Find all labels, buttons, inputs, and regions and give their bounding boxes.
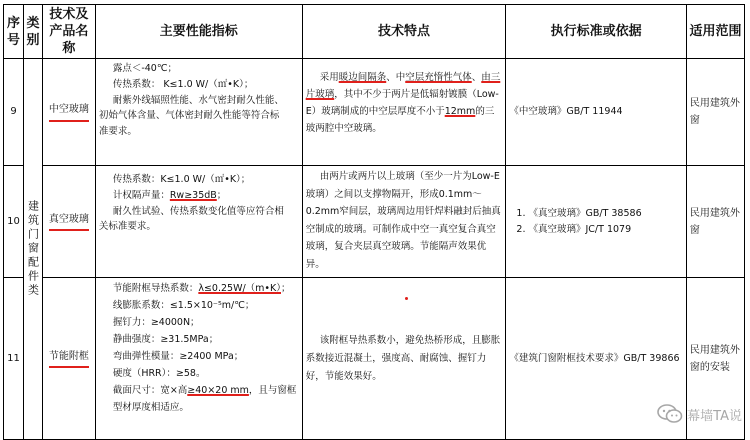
perf-line: 初始气体含量、气体密封耐久性能等符合标 bbox=[98, 110, 280, 122]
perf-cell bbox=[95, 166, 302, 278]
header-feature: 技术特点 bbox=[302, 5, 506, 59]
watermark-text: 幕墙TA说 bbox=[687, 408, 742, 424]
watermark bbox=[657, 404, 742, 424]
perf-line: 准要求。 bbox=[98, 126, 137, 138]
feature-highlight: 由三片玻璃 bbox=[305, 72, 501, 100]
feature-highlight: 12mm bbox=[444, 106, 476, 117]
product-name-label: 真空玻璃 bbox=[49, 212, 89, 232]
perf-line: 静曲强度：≥31.5MPa； bbox=[112, 334, 219, 345]
wechat-icon bbox=[657, 404, 683, 424]
feature-cell bbox=[302, 59, 506, 166]
product-name bbox=[43, 59, 96, 166]
feature-text: 该附框导热系数小，避免热桥形成，且膨胀系数接近混凝土，强度高、耐腐蚀、握钉力好，节能效果好。 bbox=[305, 334, 501, 382]
perf-line bbox=[99, 188, 299, 204]
scope-cell: 民用建筑外窗的安装 bbox=[686, 278, 744, 440]
category-cell: 建筑门窗配件类 bbox=[24, 59, 43, 440]
feature-text: 、 bbox=[471, 72, 482, 83]
row-number: 11 bbox=[4, 278, 24, 440]
standard-line: 2. 《真空玻璃》JC/T 1079 bbox=[516, 223, 632, 235]
perf-cell bbox=[95, 59, 302, 166]
perf-line bbox=[99, 382, 299, 399]
feature-text: ，其中不少于两片是低辐射镀膜（Low-E）玻璃制成的中空层厚度不小于 bbox=[305, 89, 499, 117]
header-perf: 主要性能指标 bbox=[95, 5, 302, 59]
perf-line: 型材厚度相适应。 bbox=[112, 402, 189, 413]
perf-line: 耐紫外线辐照性能、水气密封耐久性能、 bbox=[112, 94, 284, 106]
table-header-row bbox=[4, 5, 745, 59]
feature-highlight: 空层充惰性气体 bbox=[405, 72, 472, 83]
feature-text: 采用 bbox=[319, 72, 339, 83]
perf-highlight: Rw≥35dB bbox=[169, 189, 217, 201]
standard-cell: 《建筑门窗附框技术要求》GB/T 39866 bbox=[506, 278, 687, 440]
product-table bbox=[3, 4, 745, 440]
header-no: 序号 bbox=[4, 5, 24, 59]
perf-text: ，且与窗框 bbox=[248, 385, 297, 396]
feature-highlight: 暖边间隔条 bbox=[338, 72, 387, 83]
standard-cell bbox=[506, 166, 687, 278]
perf-line: 硬度（HRR）：≥58。 bbox=[112, 368, 206, 379]
header-tech: 技术及产品名称 bbox=[43, 5, 96, 59]
scope-cell: 民用建筑外窗 bbox=[686, 59, 744, 166]
perf-text: ； bbox=[216, 189, 227, 201]
perf-line: 线膨胀系数：≤1.5×10⁻⁵m/℃； bbox=[112, 300, 255, 311]
scope-cell: 民用建筑外窗 bbox=[686, 166, 744, 278]
perf-text: ； bbox=[281, 283, 291, 294]
product-name-label: 节能附框 bbox=[49, 349, 89, 369]
perf-line bbox=[99, 280, 299, 297]
product-name-label: 中空玻璃 bbox=[49, 102, 89, 122]
perf-highlight: λ≤0.25W/（m•K） bbox=[198, 283, 281, 294]
perf-line: 露点＜-40℃； bbox=[112, 63, 177, 74]
table-row bbox=[4, 278, 745, 440]
perf-line: 耐久性试验、传热系数变化值等应符合相 bbox=[112, 205, 284, 217]
perf-line: 关标准要求。 bbox=[98, 221, 156, 233]
header-standard: 执行标准或依据 bbox=[506, 5, 687, 59]
perf-line: 弯曲弹性模量：≥2400 MPa； bbox=[112, 351, 244, 362]
perf-text: 计权隔声量： bbox=[112, 189, 170, 201]
feature-cell bbox=[302, 166, 506, 278]
feature-text: 、中 bbox=[386, 72, 406, 83]
standard-cell: 《中空玻璃》GB/T 11944 bbox=[506, 59, 687, 166]
row-number: 10 bbox=[4, 166, 24, 278]
red-dot-mark bbox=[405, 297, 408, 300]
product-name bbox=[43, 166, 96, 278]
perf-highlight: ≥40×20 mm bbox=[187, 385, 249, 396]
perf-line: 握钉力：≥4000N； bbox=[112, 317, 200, 328]
perf-line: 传热系数：K≤1.0 W/（㎡•K）； bbox=[112, 174, 251, 185]
perf-text: 节能附框导热系数： bbox=[112, 283, 199, 294]
perf-cell bbox=[95, 278, 302, 440]
table-row bbox=[4, 59, 745, 166]
table-row bbox=[4, 166, 745, 278]
feature-cell bbox=[302, 278, 506, 440]
product-name bbox=[43, 278, 96, 440]
perf-text: 截面尺寸：宽×高 bbox=[112, 385, 188, 396]
row-number: 9 bbox=[4, 59, 24, 166]
feature-text: 的三玻两腔中空玻璃。 bbox=[305, 106, 495, 134]
perf-line: 传热系数： K≤1.0 W/（㎡•K）； bbox=[112, 78, 254, 90]
header-scope: 适用范围 bbox=[686, 5, 744, 59]
feature-text: 由两片或两片以上玻璃（至少一片为Low-E玻璃）之间以支撑物隔开，形成0.1mm～0.2mm窄间层，玻璃周边用钎焊料融封后抽真空制成的玻璃。可制作成中空一真空复合真空玻璃，复合夹层真空玻璃。节能隔声效果优异。 bbox=[305, 171, 501, 270]
standard-line: 1. 《真空玻璃》GB/T 38586 bbox=[516, 207, 642, 219]
header-category: 类别 bbox=[24, 5, 43, 59]
